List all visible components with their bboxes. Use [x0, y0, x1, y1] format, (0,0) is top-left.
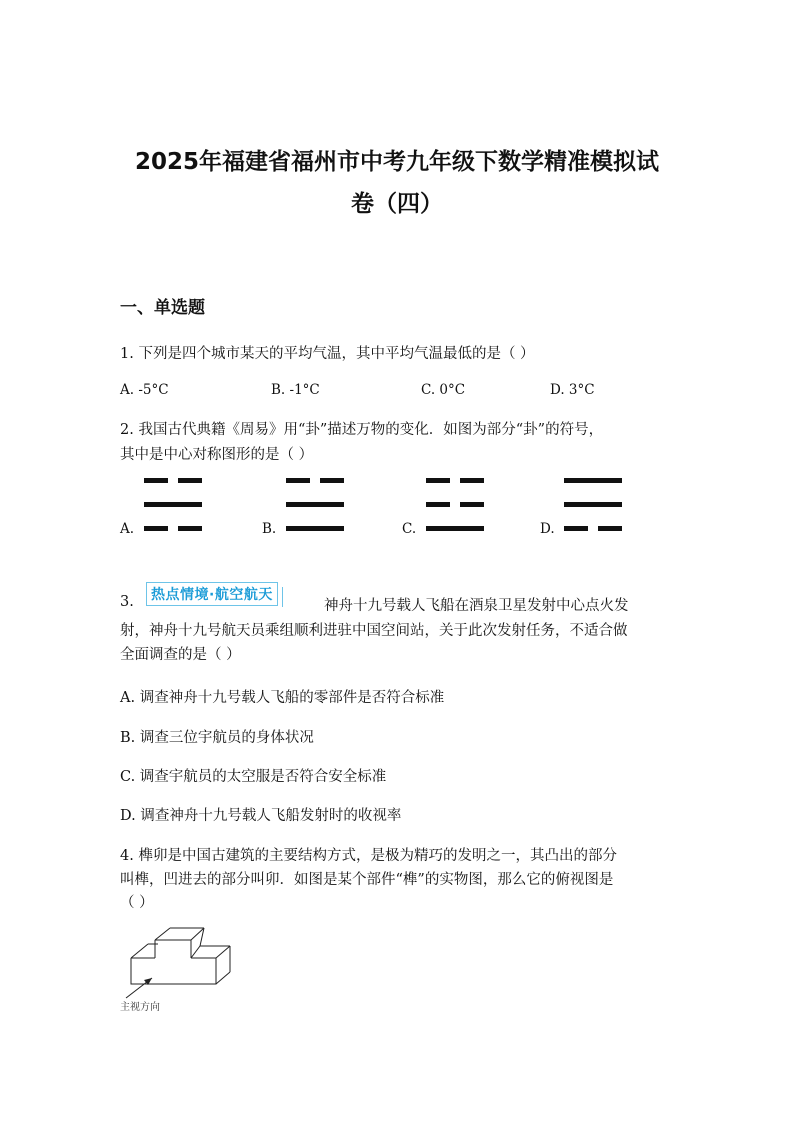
gua-line-broken-segment — [460, 502, 484, 507]
q2-option-b-label: B. — [262, 521, 277, 537]
q2-option-a-label: A. — [120, 521, 135, 537]
gua-symbol-d — [564, 478, 624, 538]
question-3-stem-line2: 射，神舟十九号航天员乘组顺利进驻中国空间站，关于此次发射任务，不适合做 — [120, 623, 628, 639]
gua-line-broken-segment — [426, 478, 450, 483]
gua-symbol-a — [144, 478, 204, 538]
section-heading: 一、单选题 — [120, 298, 205, 318]
question-4-stem: 4. 榫卯是中国古建筑的主要结构方式，是极为精巧的发明之一，其凸出的部分 — [120, 848, 617, 864]
gua-line-broken-segment — [564, 526, 588, 531]
q1-option-c: C. 0°C — [421, 382, 466, 398]
gua-line-broken-segment — [286, 478, 310, 483]
q3-option-d: D. 调查神舟十九号载人飞船发射时的收视率 — [120, 808, 402, 824]
gua-symbol-c — [426, 478, 486, 538]
gua-line-solid — [144, 502, 202, 507]
gua-line-solid — [426, 526, 484, 531]
q1-option-b: B. -1°C — [271, 382, 320, 398]
question-4-stem-line2: 叫榫，凹进去的部分叫卯．如图是某个部件“榫”的实物图，那么它的俯视图是 — [120, 872, 614, 888]
gua-line-solid — [286, 502, 344, 507]
q2-option-c-label: C. — [402, 521, 417, 537]
q1-option-a: A. -5°C — [120, 382, 169, 398]
question-3-stem: 神舟十九号载人飞船在酒泉卫星发射中心点火发 — [324, 598, 629, 614]
gua-line-broken-segment — [178, 478, 202, 483]
gua-line-solid — [564, 502, 622, 507]
gua-line-broken-segment — [144, 478, 168, 483]
gua-line-solid — [564, 478, 622, 483]
gua-line-solid — [286, 526, 344, 531]
q1-option-d: D. 3°C — [550, 382, 595, 398]
q3-option-c: C. 调查宇航员的太空服是否符合安全标准 — [120, 769, 387, 785]
gua-line-broken-segment — [320, 478, 344, 483]
q3-option-b: B. 调查三位宇航员的身体状况 — [120, 730, 314, 746]
gua-symbol-b — [286, 478, 346, 538]
question-1-stem: 1. 下列是四个城市某天的平均气温，其中平均气温最低的是（ ） — [120, 346, 535, 362]
gua-line-broken-segment — [460, 478, 484, 483]
question-3-number: 3. — [120, 594, 134, 610]
question-3-stem-line3: 全面调查的是（ ） — [120, 647, 241, 663]
gua-line-broken-segment — [598, 526, 622, 531]
gua-line-broken-segment — [426, 502, 450, 507]
hot-topic-tag: 热点情境·航空航天 — [146, 582, 278, 606]
question-4-stem-line3: （ ） — [120, 895, 154, 911]
page-title: 2025年福建省福州市中考九年级下数学精准模拟试 — [134, 149, 659, 175]
figure-caption: 主视方向 — [120, 1002, 160, 1013]
gua-line-broken-segment — [144, 526, 168, 531]
page-title-line2: 卷（四） — [351, 191, 443, 217]
question-2-stem-line2: 其中是中心对称图形的是（ ） — [120, 447, 314, 463]
question-2-stem: 2. 我国古代典籍《周易》用“卦”描述万物的变化．如图为部分“卦”的符号， — [120, 422, 604, 438]
q3-option-a: A. 调查神舟十九号载人飞船的零部件是否符合标准 — [120, 690, 445, 706]
gua-line-broken-segment — [178, 526, 202, 531]
q2-option-d-label: D. — [540, 521, 555, 537]
